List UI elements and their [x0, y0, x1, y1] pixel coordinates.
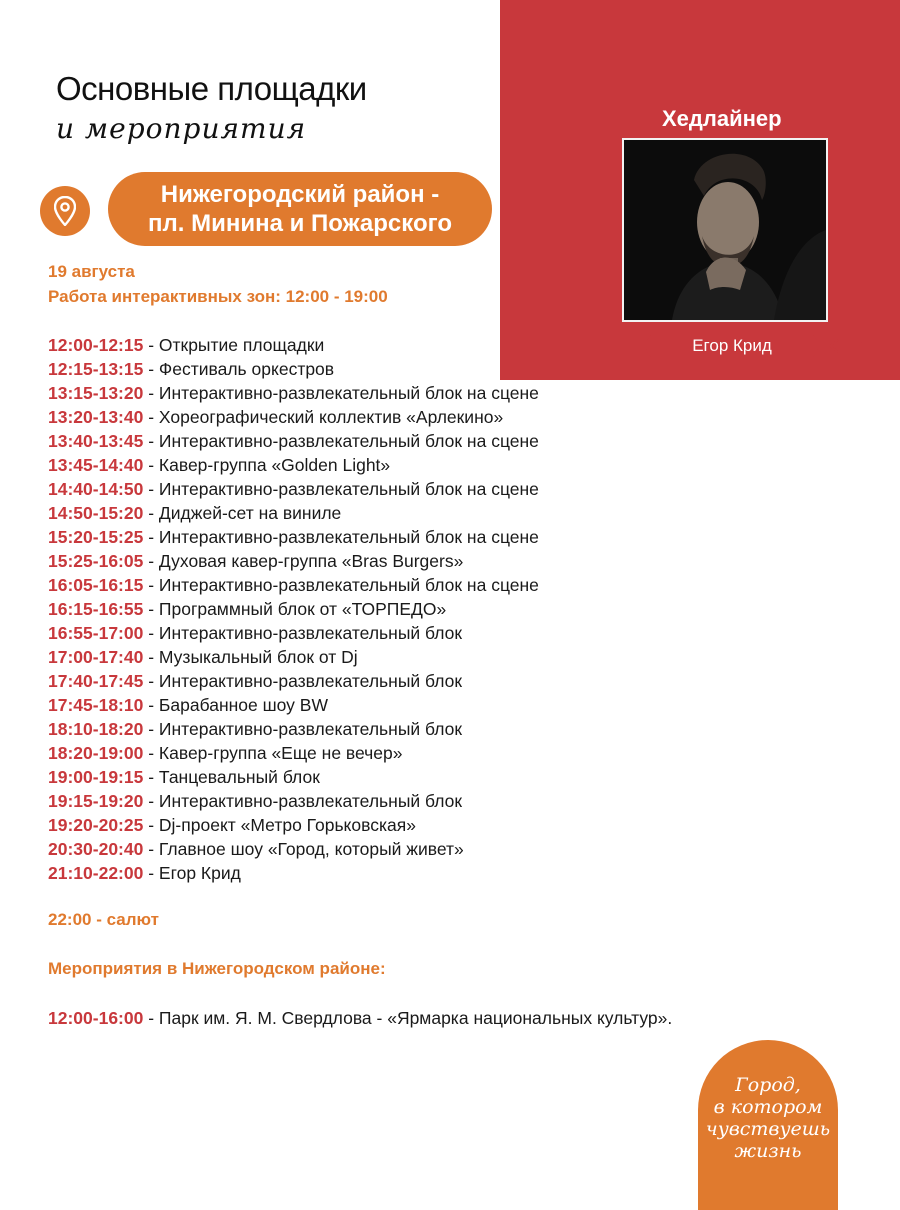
page-title: Основные площадки	[56, 70, 367, 107]
schedule-item	[48, 573, 539, 597]
venue-line-1: Нижегородский район -	[160, 181, 440, 208]
schedule-event: - Dj-проект «Метро Горьковская»	[143, 815, 416, 835]
slogan-text	[698, 1074, 838, 1162]
schedule-time: 18:10-18:20	[48, 719, 144, 739]
schedule-event: - Интерактивно-развлекательный блок на сцене	[143, 431, 539, 451]
schedule-event: - Барабанное шоу BW	[143, 695, 328, 715]
schedule-event: - Интерактивно-развлекательный блок на сцене	[143, 527, 539, 547]
schedule-item	[48, 381, 539, 405]
schedule-time: 17:45-18:10	[48, 695, 144, 715]
schedule-time: 12:00-16:00	[48, 1008, 144, 1028]
schedule-time: 19:00-19:15	[48, 767, 144, 787]
headliner-name: Егор Крид	[646, 332, 818, 360]
schedule-event: - Открытие площадки	[143, 335, 325, 355]
schedule-event: - Кавер-группа «Golden Light»	[143, 455, 391, 475]
schedule-time: 18:20-19:00	[48, 743, 144, 763]
schedule-event: - Интерактивно-развлекательный блок на сцене	[143, 383, 539, 403]
schedule-time: 13:40-13:45	[48, 431, 144, 451]
schedule-time: 16:15-16:55	[48, 599, 144, 619]
schedule-time: 13:20-13:40	[48, 407, 144, 427]
slogan-line-3: чувствуешь	[705, 1118, 831, 1140]
schedule-item	[48, 357, 539, 381]
event-date: 19 августа	[48, 262, 135, 281]
schedule-event: - Интерактивно-развлекательный блок	[143, 623, 463, 643]
schedule-event: - Хореографический коллектив «Арлекино»	[143, 407, 504, 427]
schedule-item	[48, 525, 539, 549]
schedule-time: 17:00-17:40	[48, 647, 144, 667]
schedule-event: - Диджей-сет на виниле	[143, 503, 342, 523]
schedule-item	[48, 837, 539, 861]
schedule-event: - Фестиваль оркестров	[143, 359, 335, 379]
location-pin-icon	[40, 186, 90, 236]
schedule-event: - Программный блок от «ТОРПЕДО»	[143, 599, 447, 619]
schedule-event: - Егор Крид	[143, 863, 241, 883]
schedule-event: - Парк им. Я. М. Свердлова - «Ярмарка национальных культур».	[143, 1008, 673, 1028]
schedule-item	[48, 477, 539, 501]
schedule-event: - Интерактивно-развлекательный блок на сцене	[143, 479, 539, 499]
page-subtitle: и мероприятия	[56, 112, 307, 145]
schedule-item	[48, 405, 539, 429]
schedule-item	[48, 861, 539, 885]
schedule-time: 15:20-15:25	[48, 527, 144, 547]
schedule-item	[48, 333, 539, 357]
schedule-item	[48, 645, 539, 669]
curved-arrow-icon	[824, 322, 880, 358]
schedule-time: 12:15-13:15	[48, 359, 144, 379]
slogan-line-2: в котором	[713, 1096, 823, 1118]
headliner-photo	[622, 138, 828, 322]
schedule-event: - Интерактивно-развлекательный блок	[143, 671, 463, 691]
schedule-item	[48, 669, 539, 693]
schedule-item	[48, 813, 539, 837]
schedule-event: - Кавер-группа «Еще не вечер»	[143, 743, 403, 763]
schedule-event: - Интерактивно-развлекательный блок	[143, 791, 463, 811]
schedule-time: 13:15-13:20	[48, 383, 144, 403]
district-events-heading: Мероприятия в Нижегородском районе:	[48, 959, 386, 978]
slogan-line-1: Город,	[735, 1074, 801, 1096]
schedule-time: 16:05-16:15	[48, 575, 144, 595]
schedule-item	[48, 597, 539, 621]
schedule-item	[48, 1006, 672, 1030]
interactive-zones-hours: Работа интерактивных зон: 12:00 - 19:00	[48, 287, 388, 306]
district-events-list	[48, 1006, 672, 1030]
schedule-time: 14:40-14:50	[48, 479, 144, 499]
venue-label	[108, 172, 492, 246]
schedule-event: - Духовая кавер-группа «Bras Burgers»	[143, 551, 464, 571]
schedule-event: - Интерактивно-развлекательный блок	[143, 719, 463, 739]
schedule-list	[48, 333, 539, 885]
schedule-event: - Музыкальный блок от Dj	[143, 647, 358, 667]
schedule-item	[48, 621, 539, 645]
schedule-time: 19:20-20:25	[48, 815, 144, 835]
slogan-badge	[698, 1040, 838, 1210]
schedule-time: 20:30-20:40	[48, 839, 144, 859]
headliner-title: Хедлайнер	[662, 106, 782, 131]
schedule-item	[48, 765, 539, 789]
schedule-event: - Танцевальный блок	[143, 767, 320, 787]
schedule-time: 12:00-12:15	[48, 335, 144, 355]
schedule-time: 21:10-22:00	[48, 863, 144, 883]
schedule-time: 13:45-14:40	[48, 455, 144, 475]
fireworks-note: 22:00 - салют	[48, 910, 159, 929]
schedule-time: 14:50-15:20	[48, 503, 144, 523]
slogan-line-4: жизнь	[734, 1140, 802, 1162]
schedule-event: - Интерактивно-развлекательный блок на сцене	[143, 575, 539, 595]
schedule-item	[48, 693, 539, 717]
schedule-time: 17:40-17:45	[48, 671, 144, 691]
schedule-time: 19:15-19:20	[48, 791, 144, 811]
schedule-item	[48, 741, 539, 765]
schedule-item	[48, 549, 539, 573]
schedule-event: - Главное шоу «Город, который живет»	[143, 839, 464, 859]
schedule-item	[48, 453, 539, 477]
schedule-time: 15:25-16:05	[48, 551, 144, 571]
schedule-item	[48, 501, 539, 525]
schedule-item	[48, 717, 539, 741]
schedule-item	[48, 429, 539, 453]
schedule-item	[48, 789, 539, 813]
venue-line-2: пл. Минина и Пожарского	[148, 210, 452, 237]
schedule-time: 16:55-17:00	[48, 623, 144, 643]
